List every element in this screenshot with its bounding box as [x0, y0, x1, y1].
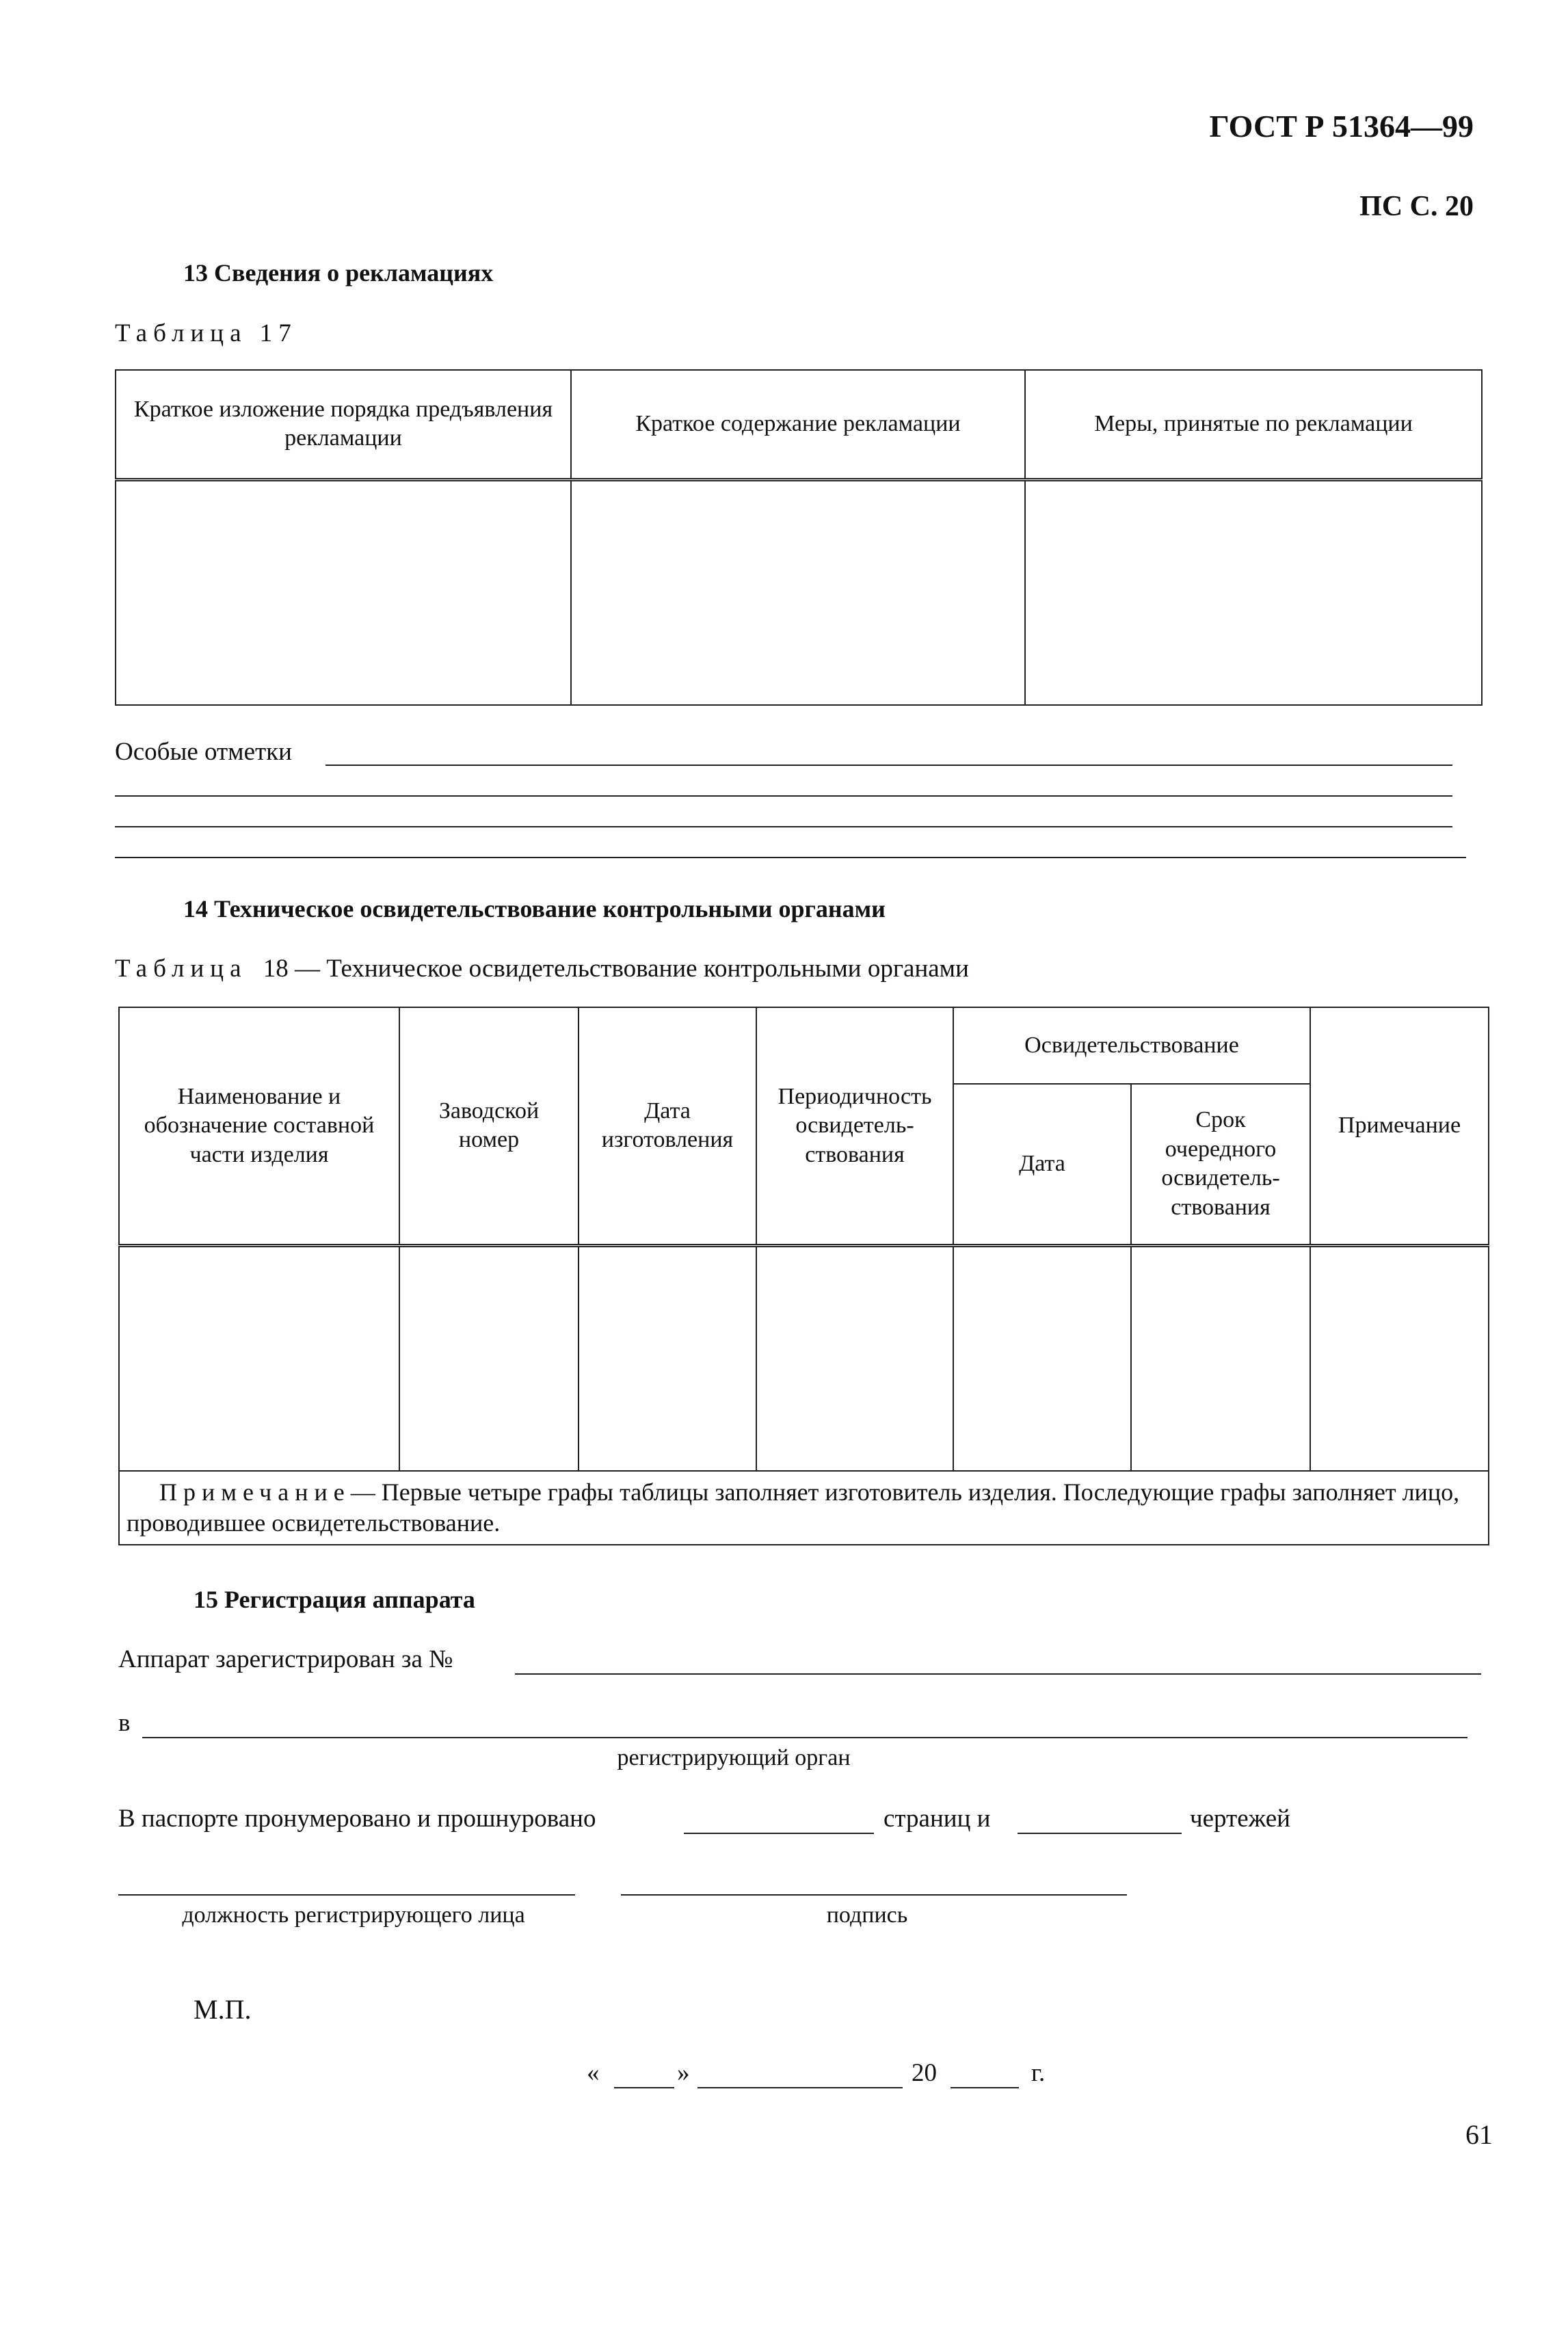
section-15-title: 15 Регистрация аппарата — [194, 1586, 475, 1613]
numbered-label: В паспорте пронумеровано и прошнуровано — [118, 1805, 596, 1833]
table-18-caption-word: Таблица — [115, 955, 248, 983]
date-year-field[interactable] — [951, 2087, 1019, 2088]
table-18-cell-next-inspection[interactable] — [1131, 1245, 1310, 1471]
table-17 — [115, 369, 1483, 706]
table-18-col-manufacture-date: Дата изготовления — [579, 1007, 756, 1245]
table-17-empty-row — [116, 479, 1482, 705]
table-18-note — [119, 1471, 1489, 1545]
table-17-col-content: Краткое содержание рекламации — [571, 370, 1025, 479]
pages-count-field[interactable] — [684, 1833, 874, 1834]
date-year-prefix: 20 — [912, 2059, 937, 2087]
date-open-quote: « — [587, 2059, 600, 2087]
special-notes-line-1[interactable] — [325, 765, 1452, 766]
stamp-label: М.П. — [194, 1994, 252, 2025]
drawings-label: чертежей — [1190, 1805, 1290, 1833]
table-18-col-remark: Примечание — [1310, 1007, 1489, 1245]
table-18-col-serial: Заводской номер — [399, 1007, 579, 1245]
registered-label: Аппарат зарегистрирован за № — [118, 1645, 453, 1673]
special-notes-line-3[interactable] — [115, 826, 1452, 827]
standard-number: ГОСТ Р 51364—99 — [1209, 109, 1474, 144]
table-18-header-row-1 — [119, 1007, 1489, 1084]
table-18-note-text: — Первые четыре графы таблицы заполняет изготовитель изделия. Последующие графы заполняет лицо, проводившее освидетельствование. — [127, 1478, 1460, 1537]
table-18-col-inspection-group: Освидетельствование — [953, 1007, 1310, 1084]
page-number: 61 — [1465, 2119, 1493, 2150]
table-18-note-row — [119, 1471, 1489, 1545]
section-14-title: 14 Техническое освидетельствование контрольными органами — [183, 895, 886, 922]
special-notes-line-2[interactable] — [115, 795, 1452, 797]
pages-label: страниц и — [883, 1805, 991, 1833]
table-18-col-periodicity: Периодичность освидетель-ствования — [756, 1007, 953, 1245]
table-18-col-inspection-date: Дата — [953, 1084, 1131, 1245]
table-18-cell-inspection-date[interactable] — [953, 1245, 1131, 1471]
table-17-col-procedure: Краткое изложение порядка предъявления рекламации — [116, 370, 571, 479]
table-18-note-label: Примечание — [159, 1478, 351, 1506]
in-label: в — [118, 1709, 131, 1737]
table-18-cell-name[interactable] — [119, 1245, 399, 1471]
section-13-title: 13 Сведения о рекламациях — [183, 259, 494, 287]
table-18 — [118, 1007, 1489, 1545]
table-18-empty-row — [119, 1245, 1489, 1471]
table-17-caption: Таблица 17 — [115, 319, 297, 347]
table-18-caption-rest: 18 — Техническое освидетельствование контрольными органами — [263, 955, 969, 983]
position-field[interactable] — [118, 1894, 575, 1896]
table-17-col-measures: Меры, принятые по рекламации — [1025, 370, 1482, 479]
table-18-cell-manufacture-date[interactable] — [579, 1245, 756, 1471]
table-17-cell-procedure[interactable] — [116, 479, 571, 705]
registering-authority-caption: регистрирующий орган — [617, 1745, 851, 1770]
table-18-cell-serial[interactable] — [399, 1245, 579, 1471]
table-17-header-row — [116, 370, 1482, 479]
table-18-cell-remark[interactable] — [1310, 1245, 1489, 1471]
table-18-cell-periodicity[interactable] — [756, 1245, 953, 1471]
special-notes-label: Особые отметки — [115, 738, 292, 766]
date-close-quote: » — [677, 2059, 690, 2087]
date-month-field[interactable] — [697, 2087, 903, 2088]
table-18-col-name: Наименование и обозначение составной части изделия — [119, 1007, 399, 1245]
page-reference: ПС С. 20 — [1359, 191, 1474, 222]
table-18-col-next-inspection: Срок очередного освидетель-ствования — [1131, 1084, 1310, 1245]
table-18-caption — [115, 954, 969, 983]
signature-field[interactable] — [621, 1894, 1127, 1896]
table-17-cell-content[interactable] — [571, 479, 1025, 705]
date-year-suffix: г. — [1031, 2059, 1046, 2087]
date-day-field[interactable] — [614, 2087, 674, 2088]
signature-caption: подпись — [826, 1902, 908, 1928]
registration-number-field[interactable] — [515, 1673, 1481, 1675]
position-caption: должность регистрирующего лица — [182, 1902, 525, 1928]
registering-authority-field[interactable] — [142, 1737, 1467, 1738]
drawings-count-field[interactable] — [1018, 1833, 1182, 1834]
special-notes-line-4[interactable] — [115, 857, 1466, 858]
table-17-cell-measures[interactable] — [1025, 479, 1482, 705]
